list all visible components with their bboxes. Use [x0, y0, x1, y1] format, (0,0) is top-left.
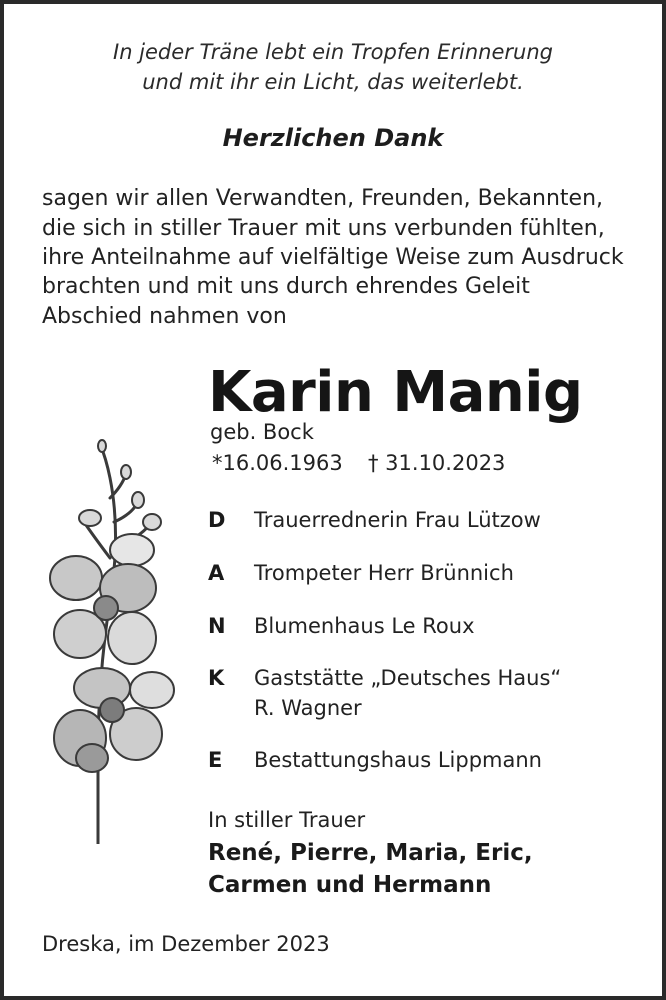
thanks-entry: Gaststätte „Deutsches Haus“ — [254, 666, 562, 690]
mourning-label: In stiller Trauer — [208, 808, 366, 832]
thanks-heading: Herzlichen Dank — [222, 124, 444, 152]
acrostic-letter: E — [208, 748, 223, 772]
thanks-entry-continued: R. Wagner — [254, 696, 362, 720]
body-line: ihre Anteilnahme auf vielfältige Weise zum Ausdruck — [42, 245, 624, 270]
family-names: Carmen und Hermann — [208, 872, 492, 898]
body-line: die sich in stiller Trauer mit uns verbunden fühlten, — [42, 216, 605, 241]
acrostic-letter: K — [208, 666, 225, 690]
family-names: René, Pierre, Maria, Eric, — [208, 840, 533, 866]
quote-line-1: In jeder Träne lebt ein Tropfen Erinnerung — [113, 40, 553, 64]
acrostic-letter: A — [208, 561, 225, 585]
acrostic-letter: D — [208, 508, 226, 532]
body-line: brachten und mit uns durch ehrendes Geleit — [42, 274, 530, 299]
birth-date: *16.06.1963 — [212, 451, 343, 475]
orchid-icon — [40, 438, 180, 844]
birth-name: geb. Bock — [210, 420, 314, 444]
thanks-entry: Bestattungshaus Lippmann — [254, 748, 542, 772]
deceased-name: Karin Manig — [208, 360, 583, 425]
thanks-entry: Blumenhaus Le Roux — [254, 614, 475, 638]
thanks-entry: Trauerrednerin Frau Lützow — [254, 508, 541, 532]
death-date: † 31.10.2023 — [368, 451, 506, 475]
thanks-entry: Trompeter Herr Brünnich — [254, 561, 514, 585]
body-line: sagen wir allen Verwandten, Freunden, Bekannten, — [42, 186, 604, 211]
acrostic-letter: N — [208, 614, 226, 638]
place-date: Dreska, im Dezember 2023 — [42, 932, 330, 956]
quote-line-2: und mit ihr ein Licht, das weiterlebt. — [142, 70, 524, 94]
body-line: Abschied nahmen von — [42, 304, 287, 329]
